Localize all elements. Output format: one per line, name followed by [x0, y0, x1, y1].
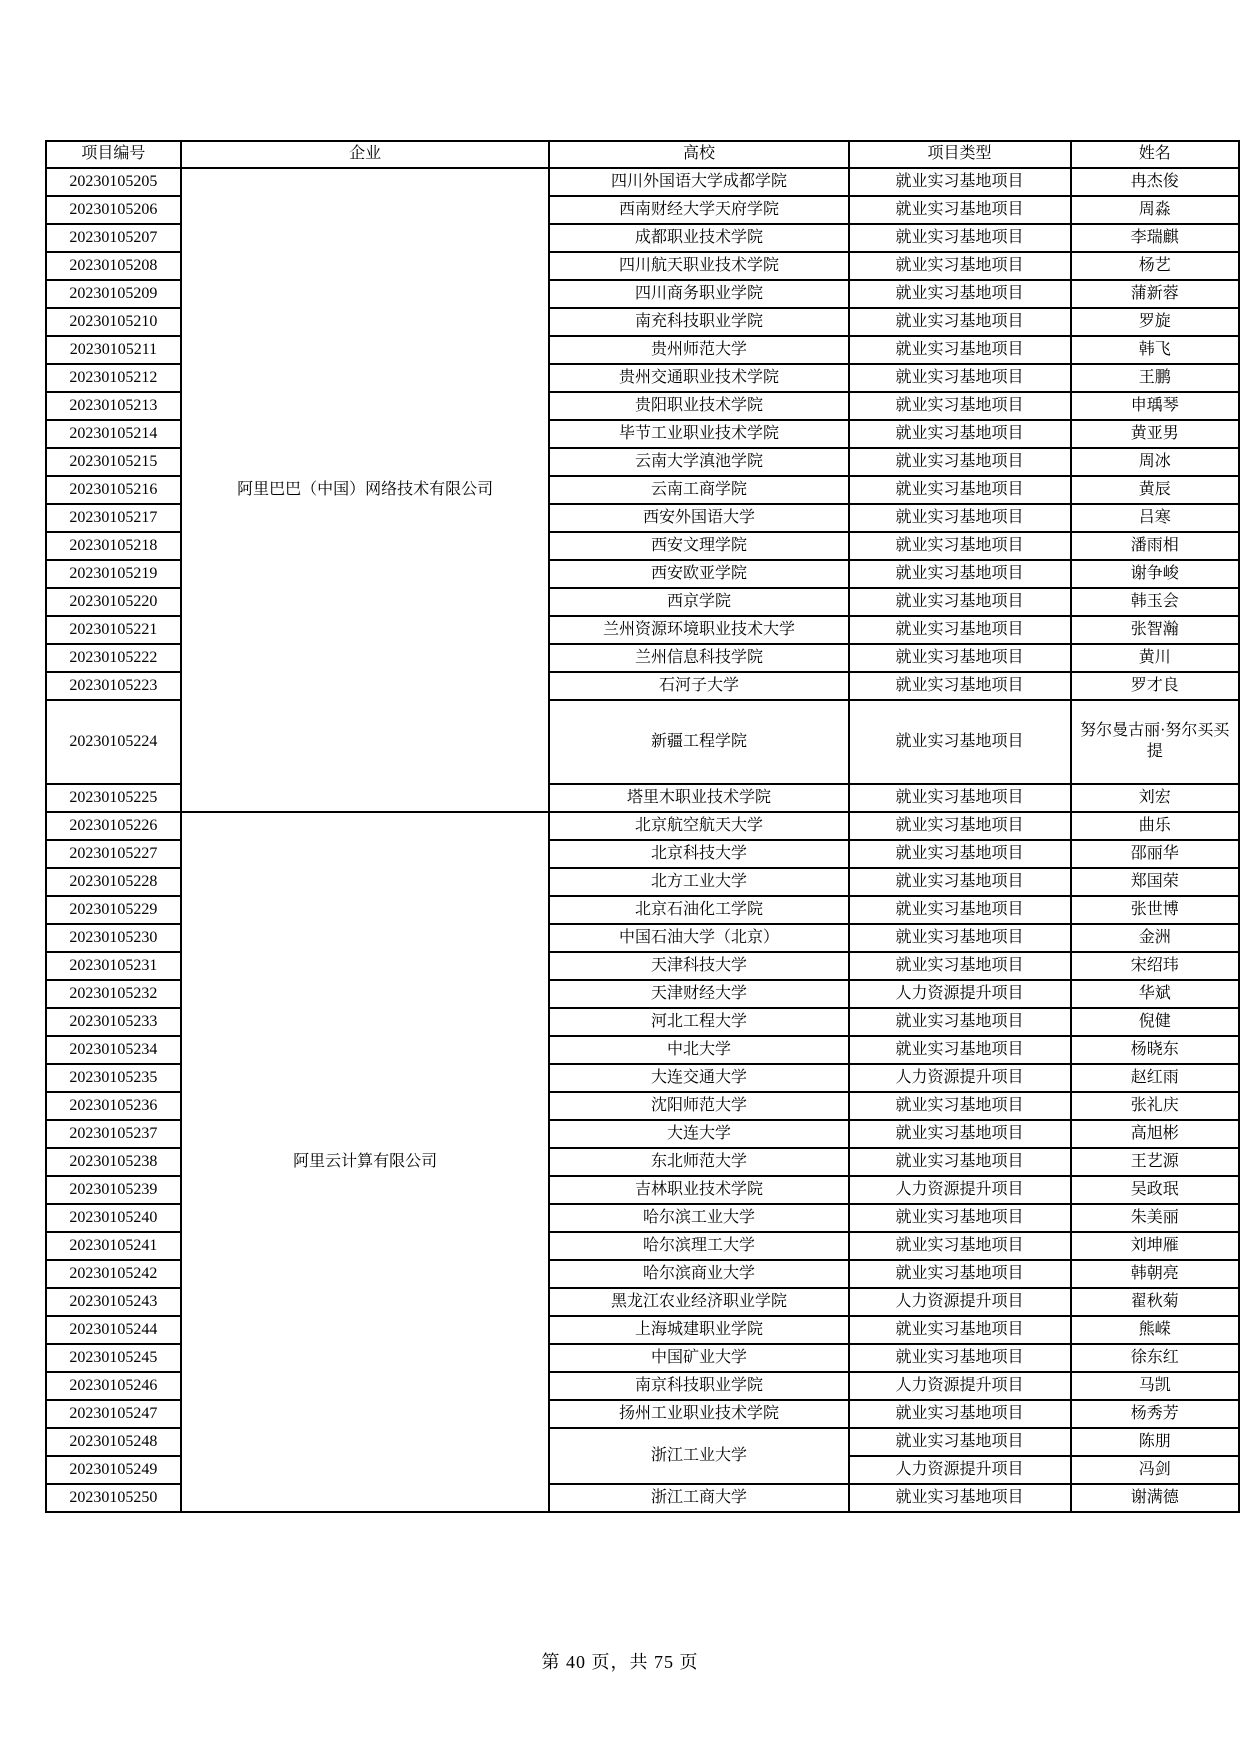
cell-person-name: 王艺源	[1071, 1148, 1240, 1176]
header-project-id: 项目编号	[46, 141, 181, 168]
cell-project-type: 就业实习基地项目	[849, 588, 1071, 616]
cell-person-name: 黄川	[1071, 644, 1240, 672]
cell-project-type: 就业实习基地项目	[849, 336, 1071, 364]
cell-person-name: 黄辰	[1071, 476, 1240, 504]
cell-project-id: 20230105209	[46, 280, 181, 308]
cell-project-type: 人力资源提升项目	[849, 1176, 1071, 1204]
cell-school: 北京航空航天大学	[549, 812, 848, 840]
cell-person-name: 金洲	[1071, 924, 1240, 952]
cell-project-id: 20230105249	[46, 1456, 181, 1484]
cell-school: 四川航天职业技术学院	[549, 252, 848, 280]
cell-school: 天津科技大学	[549, 952, 848, 980]
cell-school: 大连大学	[549, 1120, 848, 1148]
cell-person-name: 宋绍玮	[1071, 952, 1240, 980]
cell-project-type: 人力资源提升项目	[849, 1288, 1071, 1316]
cell-project-id: 20230105250	[46, 1484, 181, 1512]
cell-project-id: 20230105228	[46, 868, 181, 896]
cell-project-id: 20230105229	[46, 896, 181, 924]
cell-person-name: 蒲新蓉	[1071, 280, 1240, 308]
table-header	[46, 141, 1239, 168]
cell-person-name: 王鹏	[1071, 364, 1240, 392]
cell-project-id: 20230105217	[46, 504, 181, 532]
cell-person-name: 马凯	[1071, 1372, 1240, 1400]
cell-project-type: 就业实习基地项目	[849, 1260, 1071, 1288]
cell-project-id: 20230105233	[46, 1008, 181, 1036]
cell-company: 阿里云计算有限公司	[181, 812, 550, 1512]
cell-school: 兰州资源环境职业技术大学	[549, 616, 848, 644]
cell-person-name: 韩飞	[1071, 336, 1240, 364]
cell-project-id: 20230105244	[46, 1316, 181, 1344]
cell-school: 哈尔滨商业大学	[549, 1260, 848, 1288]
cell-person-name: 杨晓东	[1071, 1036, 1240, 1064]
cell-school: 贵州交通职业技术学院	[549, 364, 848, 392]
cell-project-type: 就业实习基地项目	[849, 812, 1071, 840]
cell-project-id: 20230105211	[46, 336, 181, 364]
table-row	[46, 168, 1239, 196]
cell-project-type: 就业实习基地项目	[849, 280, 1071, 308]
cell-project-type: 就业实习基地项目	[849, 504, 1071, 532]
cell-project-id: 20230105212	[46, 364, 181, 392]
header-company: 企业	[181, 141, 550, 168]
cell-project-type: 就业实习基地项目	[849, 196, 1071, 224]
cell-school: 西安外国语大学	[549, 504, 848, 532]
cell-person-name: 张智瀚	[1071, 616, 1240, 644]
cell-person-name: 吴政珉	[1071, 1176, 1240, 1204]
cell-project-type: 就业实习基地项目	[849, 784, 1071, 812]
cell-person-name: 华斌	[1071, 980, 1240, 1008]
cell-school: 南京科技职业学院	[549, 1372, 848, 1400]
cell-project-type: 就业实习基地项目	[849, 840, 1071, 868]
cell-person-name: 杨秀芳	[1071, 1400, 1240, 1428]
cell-project-id: 20230105230	[46, 924, 181, 952]
cell-person-name: 熊嵘	[1071, 1316, 1240, 1344]
cell-person-name: 申瑀琴	[1071, 392, 1240, 420]
cell-school: 西安欧亚学院	[549, 560, 848, 588]
cell-school: 西南财经大学天府学院	[549, 196, 848, 224]
cell-school: 浙江工业大学	[549, 1428, 848, 1484]
cell-school: 云南大学滇池学院	[549, 448, 848, 476]
cell-person-name: 高旭彬	[1071, 1120, 1240, 1148]
cell-school: 北京科技大学	[549, 840, 848, 868]
cell-project-id: 20230105222	[46, 644, 181, 672]
cell-school: 兰州信息科技学院	[549, 644, 848, 672]
cell-project-id: 20230105240	[46, 1204, 181, 1232]
cell-school: 吉林职业技术学院	[549, 1176, 848, 1204]
cell-project-id: 20230105248	[46, 1428, 181, 1456]
cell-person-name: 周淼	[1071, 196, 1240, 224]
cell-person-name: 周冰	[1071, 448, 1240, 476]
cell-school: 南充科技职业学院	[549, 308, 848, 336]
cell-project-id: 20230105235	[46, 1064, 181, 1092]
cell-person-name: 韩朝亮	[1071, 1260, 1240, 1288]
cell-school: 贵阳职业技术学院	[549, 392, 848, 420]
cell-person-name: 潘雨相	[1071, 532, 1240, 560]
cell-project-type: 就业实习基地项目	[849, 420, 1071, 448]
cell-project-type: 就业实习基地项目	[849, 364, 1071, 392]
cell-project-type: 就业实习基地项目	[849, 1148, 1071, 1176]
cell-person-name: 冯剑	[1071, 1456, 1240, 1484]
cell-project-type: 就业实习基地项目	[849, 308, 1071, 336]
cell-project-type: 就业实习基地项目	[849, 924, 1071, 952]
cell-project-id: 20230105216	[46, 476, 181, 504]
cell-person-name: 冉杰俊	[1071, 168, 1240, 196]
cell-school: 沈阳师范大学	[549, 1092, 848, 1120]
cell-project-type: 就业实习基地项目	[849, 168, 1071, 196]
cell-school: 塔里木职业技术学院	[549, 784, 848, 812]
cell-project-id: 20230105238	[46, 1148, 181, 1176]
cell-project-type: 就业实习基地项目	[849, 224, 1071, 252]
cell-school: 北京石油化工学院	[549, 896, 848, 924]
cell-project-id: 20230105218	[46, 532, 181, 560]
cell-school: 西安文理学院	[549, 532, 848, 560]
cell-project-type: 就业实习基地项目	[849, 1232, 1071, 1260]
cell-person-name: 努尔曼古丽·努尔买买提	[1071, 700, 1240, 784]
cell-person-name: 曲乐	[1071, 812, 1240, 840]
cell-school: 成都职业技术学院	[549, 224, 848, 252]
cell-project-type: 就业实习基地项目	[849, 616, 1071, 644]
cell-project-type: 就业实习基地项目	[849, 1204, 1071, 1232]
cell-school: 毕节工业职业技术学院	[549, 420, 848, 448]
cell-project-id: 20230105232	[46, 980, 181, 1008]
cell-project-type: 就业实习基地项目	[849, 952, 1071, 980]
cell-project-id: 20230105231	[46, 952, 181, 980]
header-school: 高校	[549, 141, 848, 168]
cell-project-type: 人力资源提升项目	[849, 1064, 1071, 1092]
cell-person-name: 张世博	[1071, 896, 1240, 924]
cell-project-type: 就业实习基地项目	[849, 672, 1071, 700]
cell-project-type: 就业实习基地项目	[849, 448, 1071, 476]
cell-person-name: 刘坤雁	[1071, 1232, 1240, 1260]
cell-project-id: 20230105205	[46, 168, 181, 196]
cell-project-id: 20230105236	[46, 1092, 181, 1120]
header-person-name: 姓名	[1071, 141, 1240, 168]
cell-school: 西京学院	[549, 588, 848, 616]
cell-person-name: 倪健	[1071, 1008, 1240, 1036]
cell-project-id: 20230105226	[46, 812, 181, 840]
cell-project-id: 20230105206	[46, 196, 181, 224]
cell-project-type: 就业实习基地项目	[849, 1036, 1071, 1064]
cell-project-id: 20230105223	[46, 672, 181, 700]
cell-project-type: 就业实习基地项目	[849, 1400, 1071, 1428]
cell-school: 哈尔滨理工大学	[549, 1232, 848, 1260]
cell-project-id: 20230105227	[46, 840, 181, 868]
cell-project-type: 就业实习基地项目	[849, 1316, 1071, 1344]
cell-project-id: 20230105210	[46, 308, 181, 336]
cell-school: 四川外国语大学成都学院	[549, 168, 848, 196]
cell-project-type: 就业实习基地项目	[849, 896, 1071, 924]
cell-person-name: 谢满德	[1071, 1484, 1240, 1512]
cell-project-id: 20230105247	[46, 1400, 181, 1428]
cell-project-type: 就业实习基地项目	[849, 476, 1071, 504]
cell-school: 大连交通大学	[549, 1064, 848, 1092]
cell-project-id: 20230105221	[46, 616, 181, 644]
cell-school: 云南工商学院	[549, 476, 848, 504]
table-row	[46, 812, 1239, 840]
table-body	[46, 168, 1239, 1512]
cell-school: 天津财经大学	[549, 980, 848, 1008]
cell-project-id: 20230105207	[46, 224, 181, 252]
page-number-footer: 第 40 页，共 75 页	[541, 1652, 699, 1672]
cell-project-id: 20230105214	[46, 420, 181, 448]
cell-school: 中国石油大学（北京）	[549, 924, 848, 952]
cell-project-type: 就业实习基地项目	[849, 560, 1071, 588]
cell-person-name: 谢争峻	[1071, 560, 1240, 588]
cell-school: 新疆工程学院	[549, 700, 848, 784]
cell-project-type: 就业实习基地项目	[849, 392, 1071, 420]
cell-school: 黑龙江农业经济职业学院	[549, 1288, 848, 1316]
cell-person-name: 罗旋	[1071, 308, 1240, 336]
projects-table	[45, 140, 1240, 1513]
cell-project-type: 就业实习基地项目	[849, 252, 1071, 280]
cell-project-type: 就业实习基地项目	[849, 700, 1071, 784]
cell-school: 中北大学	[549, 1036, 848, 1064]
cell-school: 贵州师范大学	[549, 336, 848, 364]
cell-company: 阿里巴巴（中国）网络技术有限公司	[181, 168, 550, 812]
header-project-type: 项目类型	[849, 141, 1071, 168]
cell-person-name: 黄亚男	[1071, 420, 1240, 448]
cell-project-id: 20230105208	[46, 252, 181, 280]
cell-project-type: 人力资源提升项目	[849, 980, 1071, 1008]
cell-person-name: 吕寒	[1071, 504, 1240, 532]
cell-project-type: 就业实习基地项目	[849, 1484, 1071, 1512]
cell-project-id: 20230105219	[46, 560, 181, 588]
cell-person-name: 陈朋	[1071, 1428, 1240, 1456]
cell-project-type: 人力资源提升项目	[849, 1456, 1071, 1484]
cell-project-id: 20230105213	[46, 392, 181, 420]
cell-person-name: 李瑞麒	[1071, 224, 1240, 252]
cell-project-id: 20230105225	[46, 784, 181, 812]
cell-project-type: 就业实习基地项目	[849, 532, 1071, 560]
header-row	[46, 141, 1239, 168]
cell-project-id: 20230105237	[46, 1120, 181, 1148]
cell-project-type: 就业实习基地项目	[849, 868, 1071, 896]
cell-school: 河北工程大学	[549, 1008, 848, 1036]
cell-person-name: 翟秋菊	[1071, 1288, 1240, 1316]
cell-school: 浙江工商大学	[549, 1484, 848, 1512]
cell-project-type: 就业实习基地项目	[849, 1344, 1071, 1372]
cell-project-id: 20230105239	[46, 1176, 181, 1204]
cell-person-name: 罗才良	[1071, 672, 1240, 700]
cell-project-type: 就业实习基地项目	[849, 644, 1071, 672]
cell-person-name: 韩玉会	[1071, 588, 1240, 616]
cell-school: 石河子大学	[549, 672, 848, 700]
cell-project-type: 人力资源提升项目	[849, 1372, 1071, 1400]
cell-person-name: 赵红雨	[1071, 1064, 1240, 1092]
cell-person-name: 郑国荣	[1071, 868, 1240, 896]
cell-school: 哈尔滨工业大学	[549, 1204, 848, 1232]
cell-project-id: 20230105241	[46, 1232, 181, 1260]
cell-project-type: 就业实习基地项目	[849, 1120, 1071, 1148]
cell-person-name: 张礼庆	[1071, 1092, 1240, 1120]
cell-person-name: 邵丽华	[1071, 840, 1240, 868]
cell-project-id: 20230105224	[46, 700, 181, 784]
cell-person-name: 刘宏	[1071, 784, 1240, 812]
cell-project-id: 20230105246	[46, 1372, 181, 1400]
cell-project-id: 20230105245	[46, 1344, 181, 1372]
cell-project-id: 20230105215	[46, 448, 181, 476]
cell-school: 北方工业大学	[549, 868, 848, 896]
cell-project-id: 20230105243	[46, 1288, 181, 1316]
cell-school: 扬州工业职业技术学院	[549, 1400, 848, 1428]
cell-school: 中国矿业大学	[549, 1344, 848, 1372]
cell-project-type: 就业实习基地项目	[849, 1008, 1071, 1036]
cell-project-id: 20230105234	[46, 1036, 181, 1064]
cell-project-id: 20230105220	[46, 588, 181, 616]
cell-school: 上海城建职业学院	[549, 1316, 848, 1344]
cell-person-name: 徐东红	[1071, 1344, 1240, 1372]
cell-school: 四川商务职业学院	[549, 280, 848, 308]
cell-project-type: 就业实习基地项目	[849, 1092, 1071, 1120]
cell-person-name: 杨艺	[1071, 252, 1240, 280]
cell-project-type: 就业实习基地项目	[849, 1428, 1071, 1456]
cell-school: 东北师范大学	[549, 1148, 848, 1176]
cell-person-name: 朱美丽	[1071, 1204, 1240, 1232]
cell-project-id: 20230105242	[46, 1260, 181, 1288]
